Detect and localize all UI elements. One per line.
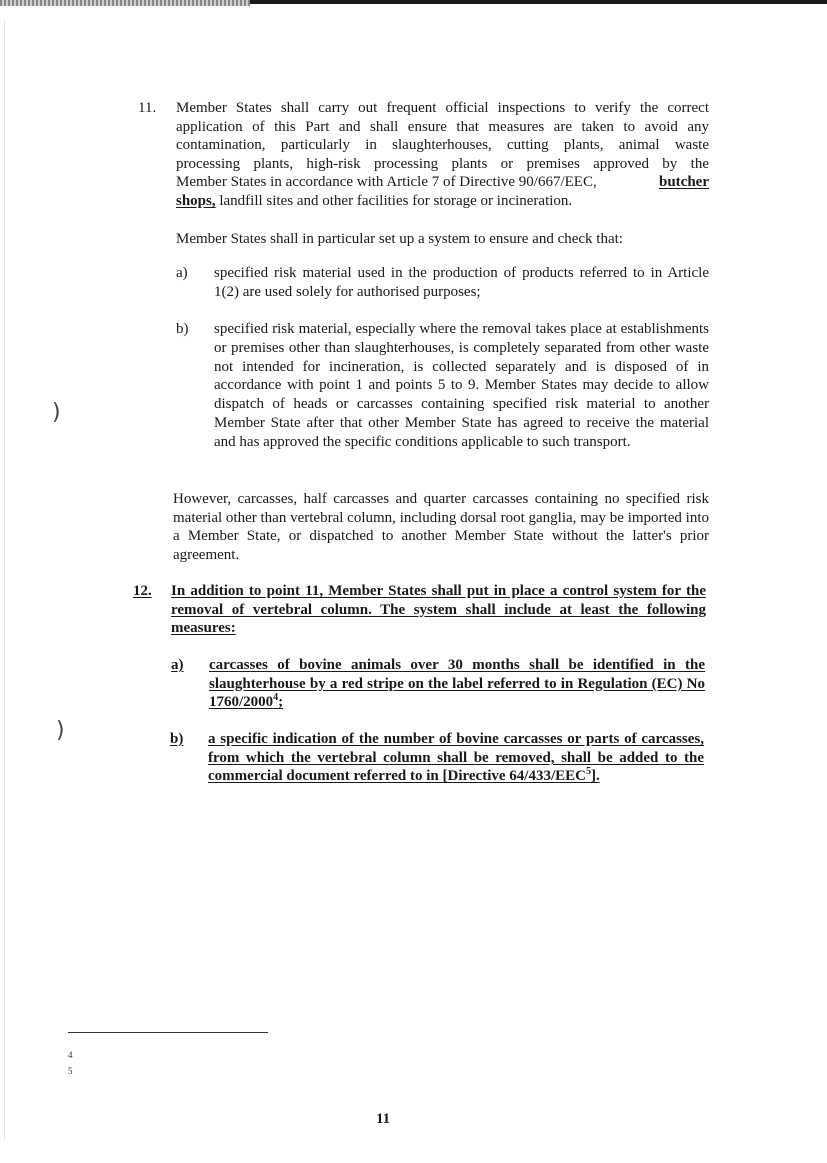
point-11-line: application of this Part and shall ensure that measures are taken to avoid any (176, 118, 709, 135)
point-11-intro: Member States shall in particular set up a system to ensure and check that: (176, 231, 623, 247)
footnote-ref: 4 (273, 692, 279, 704)
point-11-item-b: specified risk material, especially where the removal takes place at establishments or premises other than slaughterhouses, is completely separated from other waste not intended for incineration, is collected separately and is disposed of in accordance with point 1 and points 5 to 9. Member States may decide to allow dispatch of heads or carcasses containing specified risk material to another Member State after that other Member State has agreed to receive the material and has approved the specific conditions applicable to such transport. (214, 321, 709, 450)
point-11-line: shops, landfill sites and other facilities for storage or incineration. (176, 192, 573, 209)
point-number: 11. (138, 100, 157, 116)
point-11-item-a: specified risk material used in the production of products referred to in Article 1(2) are used solely for authorised purposes; (214, 265, 709, 300)
butcher-text: butcher (659, 174, 709, 191)
shops-text: shops, (176, 192, 216, 209)
point-11-line: processing plants, high-risk processing plants or premises approved by the (176, 155, 709, 172)
point-11-however: However, carcasses, half carcasses and quarter carcasses containing no specified risk material other than vertebral column, including dorsal root ganglia, may be imported into a Member State, or dispatched to another Member State without the latter's prior agreement. (173, 491, 709, 563)
point-11-line: contamination, particularly in slaughterhouses, cutting plants, animal waste (176, 137, 709, 154)
footnote-separator (68, 1032, 268, 1033)
point-12-item-a: carcasses of bovine animals over 30 months shall be identified in the slaughterhouse by a red stripe on the label referred to in Regulation (EC) No 1760/2000$^4$; (209, 657, 705, 711)
punch-hole-mark: ) (52, 400, 61, 425)
footnote-ref: 5 (585, 766, 591, 778)
punch-hole-mark: ) (56, 718, 65, 743)
point-number: 12. (133, 583, 152, 599)
footnote-number: 5 (68, 1066, 73, 1076)
page-number: 11 (376, 1111, 391, 1127)
top-border-scan-shade (0, 0, 250, 6)
item-label: b) (176, 321, 189, 337)
point-12-paragraph: In addition to point 11, Member States shall put in place a control system for the removal of vertebral column. The system shall include at least the following measures: (171, 583, 706, 637)
point-11-line: Member States shall carry out frequent official inspections to verify the correct (176, 100, 709, 116)
footnote-number: 4 (68, 1050, 73, 1060)
point-11-line: Member States in accordance with Article 7 of Directive 90/667/EEC, butcher (176, 174, 709, 191)
item-label: a) (176, 265, 188, 281)
item-label: a) (171, 657, 184, 673)
item-label: b) (170, 731, 184, 747)
point-12-item-b: a specific indication of the number of bovine carcasses or parts of carcasses, from which the vertebral column shall be removed, shall be added to the commercial document referred to in [Directive 64/433/EEC$^5$]. (208, 731, 704, 785)
scan-edge (4, 20, 5, 1140)
point-11-paragraph (176, 99, 709, 211)
